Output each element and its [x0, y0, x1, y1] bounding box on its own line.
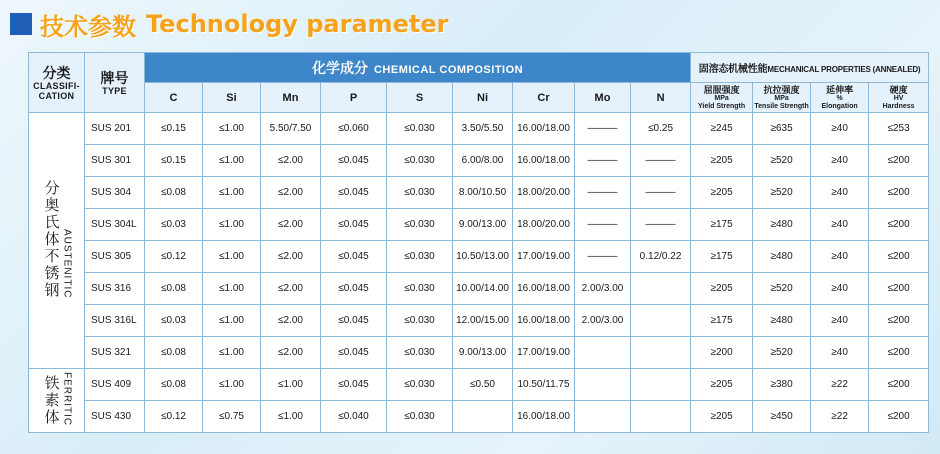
cell-hv: ≤200 — [869, 369, 929, 401]
cell-c: ≤0.12 — [145, 401, 203, 433]
cell-hv: ≤253 — [869, 113, 929, 145]
cell-c: ≤0.08 — [145, 337, 203, 369]
type-cell: SUS 305 — [85, 241, 145, 273]
cell-el: ≥40 — [811, 113, 869, 145]
cell-hv: ≤200 — [869, 209, 929, 241]
cell-c: ≤0.08 — [145, 177, 203, 209]
cell-el: ≥40 — [811, 241, 869, 273]
cell-mn: ≤2.00 — [261, 305, 321, 337]
cell-ys: ≥205 — [691, 177, 753, 209]
cell-si: ≤1.00 — [203, 145, 261, 177]
type-cell: SUS 304 — [85, 177, 145, 209]
cell-s: ≤0.030 — [387, 369, 453, 401]
cell-mo: ——— — [575, 209, 631, 241]
cell-mn: ≤2.00 — [261, 145, 321, 177]
cell-ni: 9.00/13.00 — [453, 209, 513, 241]
cell-hv: ≤200 — [869, 177, 929, 209]
cell-n: ——— — [631, 209, 691, 241]
cell-hv: ≤200 — [869, 273, 929, 305]
cell-el: ≥40 — [811, 337, 869, 369]
cell-ys: ≥175 — [691, 305, 753, 337]
cell-si: ≤1.00 — [203, 305, 261, 337]
cell-c: ≤0.15 — [145, 113, 203, 145]
cell-el: ≥40 — [811, 209, 869, 241]
cell-si: ≤1.00 — [203, 369, 261, 401]
cell-el: ≥40 — [811, 305, 869, 337]
cell-cr: 16.00/18.00 — [513, 113, 575, 145]
cell-p: ≤0.045 — [321, 145, 387, 177]
cell-ni — [453, 401, 513, 433]
category-cell: 铁素体 FERRITIC — [29, 369, 85, 433]
cell-p: ≤0.045 — [321, 241, 387, 273]
cell-si: ≤1.00 — [203, 241, 261, 273]
header-chemical: 化学成分 CHEMICAL COMPOSITION — [145, 53, 691, 83]
cell-si: ≤0.75 — [203, 401, 261, 433]
cell-c: ≤0.15 — [145, 145, 203, 177]
page-title — [10, 6, 449, 42]
cell-p: ≤0.060 — [321, 113, 387, 145]
cell-ts: ≥635 — [753, 113, 811, 145]
cell-s: ≤0.030 — [387, 305, 453, 337]
category-cell: 分奥氏体不锈钢 AUSTENITIC — [29, 113, 85, 369]
table-row — [29, 401, 929, 433]
cell-n — [631, 401, 691, 433]
cell-ts: ≥520 — [753, 337, 811, 369]
cell-p: ≤0.045 — [321, 177, 387, 209]
cell-s: ≤0.030 — [387, 401, 453, 433]
cell-si: ≤1.00 — [203, 337, 261, 369]
cell-si: ≤1.00 — [203, 209, 261, 241]
header-mech-1: 抗拉强度 MPa Tensile Strength — [753, 83, 811, 113]
cell-s: ≤0.030 — [387, 241, 453, 273]
type-cell: SUS 430 — [85, 401, 145, 433]
header-element-mn: Mn — [261, 83, 321, 113]
cell-ys: ≥205 — [691, 145, 753, 177]
type-cell: SUS 304L — [85, 209, 145, 241]
header-element-c: C — [145, 83, 203, 113]
cell-ts: ≥520 — [753, 145, 811, 177]
header-classification: 分类 CLASSIFI-CATION — [29, 53, 85, 113]
header-element-ni: Ni — [453, 83, 513, 113]
cell-hv: ≤200 — [869, 145, 929, 177]
title-en: Technology parameter — [146, 10, 449, 38]
table-row — [29, 177, 929, 209]
cell-ni: ≤0.50 — [453, 369, 513, 401]
cell-ys: ≥175 — [691, 209, 753, 241]
cell-p: ≤0.045 — [321, 273, 387, 305]
cell-hv: ≤200 — [869, 337, 929, 369]
table-row — [29, 305, 929, 337]
cell-c: ≤0.03 — [145, 305, 203, 337]
cell-p: ≤0.045 — [321, 305, 387, 337]
header-element-p: P — [321, 83, 387, 113]
table-row — [29, 337, 929, 369]
header-mechanical: 固溶态机械性能MECHANICAL PROPERTIES (ANNEALED) — [691, 53, 929, 83]
type-cell: SUS 321 — [85, 337, 145, 369]
cell-mo — [575, 369, 631, 401]
cell-mo: ——— — [575, 241, 631, 273]
type-cell: SUS 301 — [85, 145, 145, 177]
cell-hv: ≤200 — [869, 305, 929, 337]
cell-ys: ≥175 — [691, 241, 753, 273]
title-square-icon — [10, 13, 32, 35]
cell-s: ≤0.030 — [387, 209, 453, 241]
cell-el: ≥22 — [811, 369, 869, 401]
cell-n: ——— — [631, 145, 691, 177]
cell-mn: ≤2.00 — [261, 241, 321, 273]
cell-s: ≤0.030 — [387, 177, 453, 209]
cell-ni: 8.00/10.50 — [453, 177, 513, 209]
cell-el: ≥40 — [811, 145, 869, 177]
cell-c: ≤0.12 — [145, 241, 203, 273]
cell-ni: 12.00/15.00 — [453, 305, 513, 337]
header-element-s: S — [387, 83, 453, 113]
header-element-si: Si — [203, 83, 261, 113]
cell-mn: ≤2.00 — [261, 177, 321, 209]
cell-hv: ≤200 — [869, 241, 929, 273]
cell-p: ≤0.040 — [321, 401, 387, 433]
cell-ni: 9.00/13.00 — [453, 337, 513, 369]
cell-ts: ≥480 — [753, 209, 811, 241]
cell-p: ≤0.045 — [321, 337, 387, 369]
cell-n — [631, 369, 691, 401]
cell-cr: 10.50/11.75 — [513, 369, 575, 401]
cell-n: ——— — [631, 177, 691, 209]
cell-ts: ≥520 — [753, 177, 811, 209]
cell-s: ≤0.030 — [387, 273, 453, 305]
cell-mo — [575, 401, 631, 433]
header-element-mo: Mo — [575, 83, 631, 113]
header-element-n: N — [631, 83, 691, 113]
cell-mo: 2.00/3.00 — [575, 273, 631, 305]
cell-ni: 10.50/13.00 — [453, 241, 513, 273]
cell-el: ≥40 — [811, 177, 869, 209]
cell-p: ≤0.045 — [321, 369, 387, 401]
cell-ni: 10.00/14.00 — [453, 273, 513, 305]
header-mech-3: 硬度 HV Hardness — [869, 83, 929, 113]
cell-ni: 3.50/5.50 — [453, 113, 513, 145]
cell-el: ≥40 — [811, 273, 869, 305]
cell-ys: ≥205 — [691, 401, 753, 433]
cell-s: ≤0.030 — [387, 337, 453, 369]
cell-ys: ≥200 — [691, 337, 753, 369]
cell-s: ≤0.030 — [387, 145, 453, 177]
cell-c: ≤0.08 — [145, 273, 203, 305]
cell-ts: ≥380 — [753, 369, 811, 401]
cell-mn: ≤2.00 — [261, 209, 321, 241]
type-cell: SUS 201 — [85, 113, 145, 145]
table-row — [29, 113, 929, 145]
cell-si: ≤1.00 — [203, 177, 261, 209]
table-row — [29, 145, 929, 177]
cell-c: ≤0.08 — [145, 369, 203, 401]
cell-ts: ≥520 — [753, 273, 811, 305]
table-row — [29, 273, 929, 305]
cell-mn: ≤2.00 — [261, 337, 321, 369]
table-row — [29, 369, 929, 401]
header-mech-0: 屈服强度 MPa Yield Strength — [691, 83, 753, 113]
cell-mn: ≤1.00 — [261, 369, 321, 401]
header-element-cr: Cr — [513, 83, 575, 113]
cell-si: ≤1.00 — [203, 273, 261, 305]
cell-si: ≤1.00 — [203, 113, 261, 145]
cell-n: ≤0.25 — [631, 113, 691, 145]
cell-ys: ≥245 — [691, 113, 753, 145]
table-row — [29, 209, 929, 241]
cell-mo — [575, 337, 631, 369]
cell-ni: 6.00/8.00 — [453, 145, 513, 177]
header-mech-2: 延伸率 % Elongation — [811, 83, 869, 113]
cell-ys: ≥205 — [691, 273, 753, 305]
cell-mo: 2.00/3.00 — [575, 305, 631, 337]
cell-el: ≥22 — [811, 401, 869, 433]
cell-ys: ≥205 — [691, 369, 753, 401]
cell-mn: 5.50/7.50 — [261, 113, 321, 145]
cell-hv: ≤200 — [869, 401, 929, 433]
type-cell: SUS 409 — [85, 369, 145, 401]
cell-ts: ≥480 — [753, 241, 811, 273]
cell-s: ≤0.030 — [387, 113, 453, 145]
type-cell: SUS 316L — [85, 305, 145, 337]
cell-n — [631, 273, 691, 305]
cell-c: ≤0.03 — [145, 209, 203, 241]
table-row — [29, 241, 929, 273]
header-type: 牌号 TYPE — [85, 53, 145, 113]
cell-ts: ≥480 — [753, 305, 811, 337]
cell-n — [631, 337, 691, 369]
cell-mo: ——— — [575, 113, 631, 145]
cell-mo: ——— — [575, 177, 631, 209]
cell-ts: ≥450 — [753, 401, 811, 433]
cell-cr: 17.00/19.00 — [513, 337, 575, 369]
title-cn: 技术参数 — [40, 12, 136, 41]
cell-cr: 16.00/18.00 — [513, 401, 575, 433]
cell-n — [631, 305, 691, 337]
cell-cr: 16.00/18.00 — [513, 273, 575, 305]
cell-mn: ≤1.00 — [261, 401, 321, 433]
cell-n: 0.12/0.22 — [631, 241, 691, 273]
cell-cr: 18.00/20.00 — [513, 209, 575, 241]
cell-p: ≤0.045 — [321, 209, 387, 241]
cell-mo: ——— — [575, 145, 631, 177]
type-cell: SUS 316 — [85, 273, 145, 305]
cell-cr: 16.00/18.00 — [513, 145, 575, 177]
cell-cr: 18.00/20.00 — [513, 177, 575, 209]
cell-cr: 16.00/18.00 — [513, 305, 575, 337]
cell-cr: 17.00/19.00 — [513, 241, 575, 273]
spec-table — [28, 52, 929, 433]
cell-mn: ≤2.00 — [261, 273, 321, 305]
